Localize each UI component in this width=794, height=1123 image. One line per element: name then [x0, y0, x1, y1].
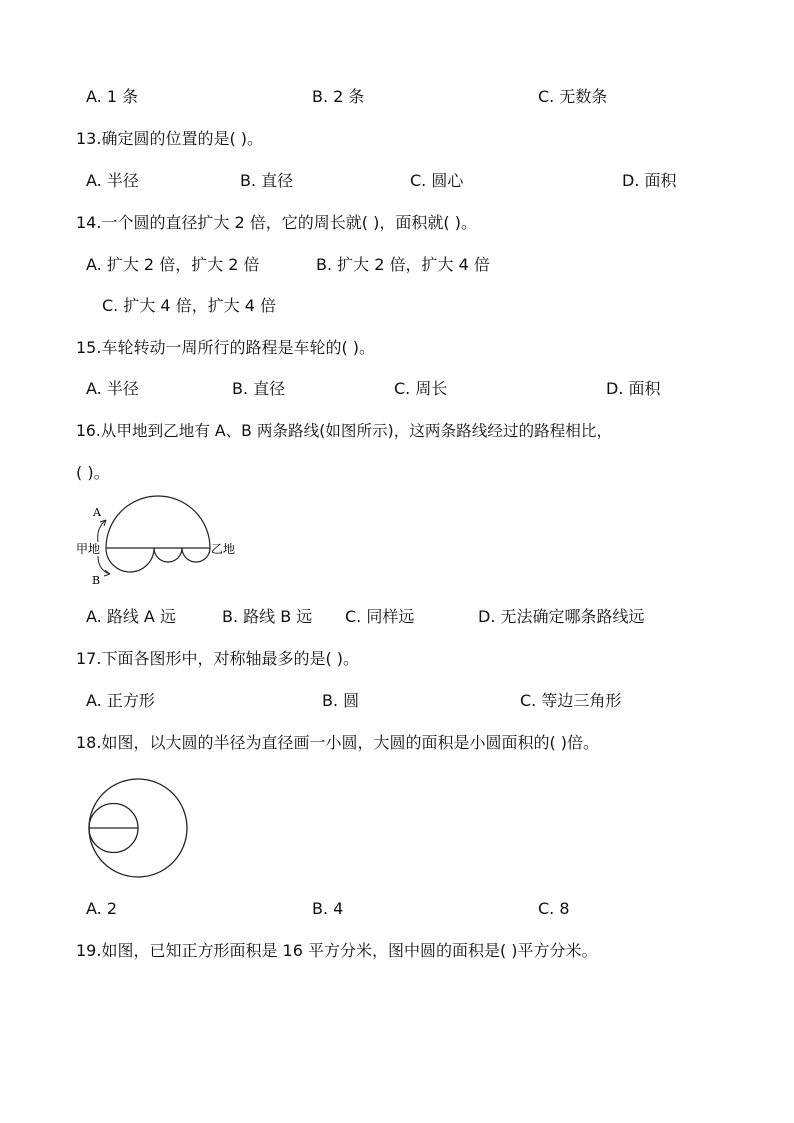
q16-route-figure	[60, 492, 250, 592]
route-a-arc	[106, 496, 210, 548]
q13-option-d[interactable]: D. 面积	[622, 171, 677, 190]
q17-option-b[interactable]: B. 圆	[322, 691, 360, 710]
route-b-arc-2	[154, 548, 182, 562]
q12-option-b[interactable]: B. 2 条	[312, 87, 365, 106]
q18-option-c[interactable]: C. 8	[538, 899, 570, 918]
q19-stem: 19.如图，已知正方形面积是 16 平方分米，图中圆的面积是( )平方分米。	[76, 941, 598, 960]
route-b-arc-1	[106, 548, 154, 572]
q14-option-c[interactable]: C. 扩大 4 倍，扩大 4 倍	[102, 296, 277, 315]
q16-option-b[interactable]: B. 路线 B 远	[222, 607, 313, 626]
q15-option-c[interactable]: C. 周长	[394, 379, 448, 398]
q16-option-c[interactable]: C. 同样远	[345, 607, 415, 626]
q17-stem: 17.下面各图形中，对称轴最多的是( )。	[76, 649, 360, 668]
q18-stem: 18.如图，以大圆的半径为直径画一小圆，大圆的面积是小圆面积的( )倍。	[76, 733, 600, 752]
q12-option-a[interactable]: A. 1 条	[86, 87, 139, 106]
q14-option-a[interactable]: A. 扩大 2 倍，扩大 2 倍	[86, 255, 260, 274]
route-a-label: A	[93, 506, 101, 519]
q12-option-c[interactable]: C. 无数条	[538, 87, 608, 106]
q15-stem: 15.车轮转动一周所行的路程是车轮的( )。	[76, 338, 376, 357]
q17-option-a[interactable]: A. 正方形	[86, 691, 155, 710]
q15-option-b[interactable]: B. 直径	[232, 379, 286, 398]
q14-option-b[interactable]: B. 扩大 2 倍，扩大 4 倍	[316, 255, 490, 274]
q18-option-a[interactable]: A. 2	[86, 899, 118, 918]
q16-stem-line2: ( )。	[76, 463, 110, 482]
q17-option-c[interactable]: C. 等边三角形	[520, 691, 622, 710]
start-label: 甲地	[76, 542, 101, 556]
q18-option-b[interactable]: B. 4	[312, 899, 344, 918]
q16-option-d[interactable]: D. 无法确定哪条路线远	[478, 607, 645, 626]
route-b-label: B	[92, 574, 101, 587]
q15-option-a[interactable]: A. 半径	[86, 379, 139, 398]
end-label: 乙地	[211, 542, 236, 556]
q18-circle-figure	[86, 778, 192, 880]
q16-option-a[interactable]: A. 路线 A 远	[86, 607, 176, 626]
q16-stem-line1: 16.从甲地到乙地有 A、B 两条路线(如图所示)，这两条路线经过的路程相比，	[76, 422, 613, 440]
q13-stem: 13.确定圆的位置的是( )。	[76, 129, 264, 148]
q13-option-a[interactable]: A. 半径	[86, 171, 139, 190]
route-b-arc-3	[182, 548, 210, 562]
q13-option-c[interactable]: C. 圆心	[410, 171, 464, 190]
q13-option-b[interactable]: B. 直径	[240, 171, 294, 190]
q15-option-d[interactable]: D. 面积	[606, 379, 661, 398]
q14-stem: 14.一个圆的直径扩大 2 倍，它的周长就( )，面积就( )。	[76, 213, 477, 232]
